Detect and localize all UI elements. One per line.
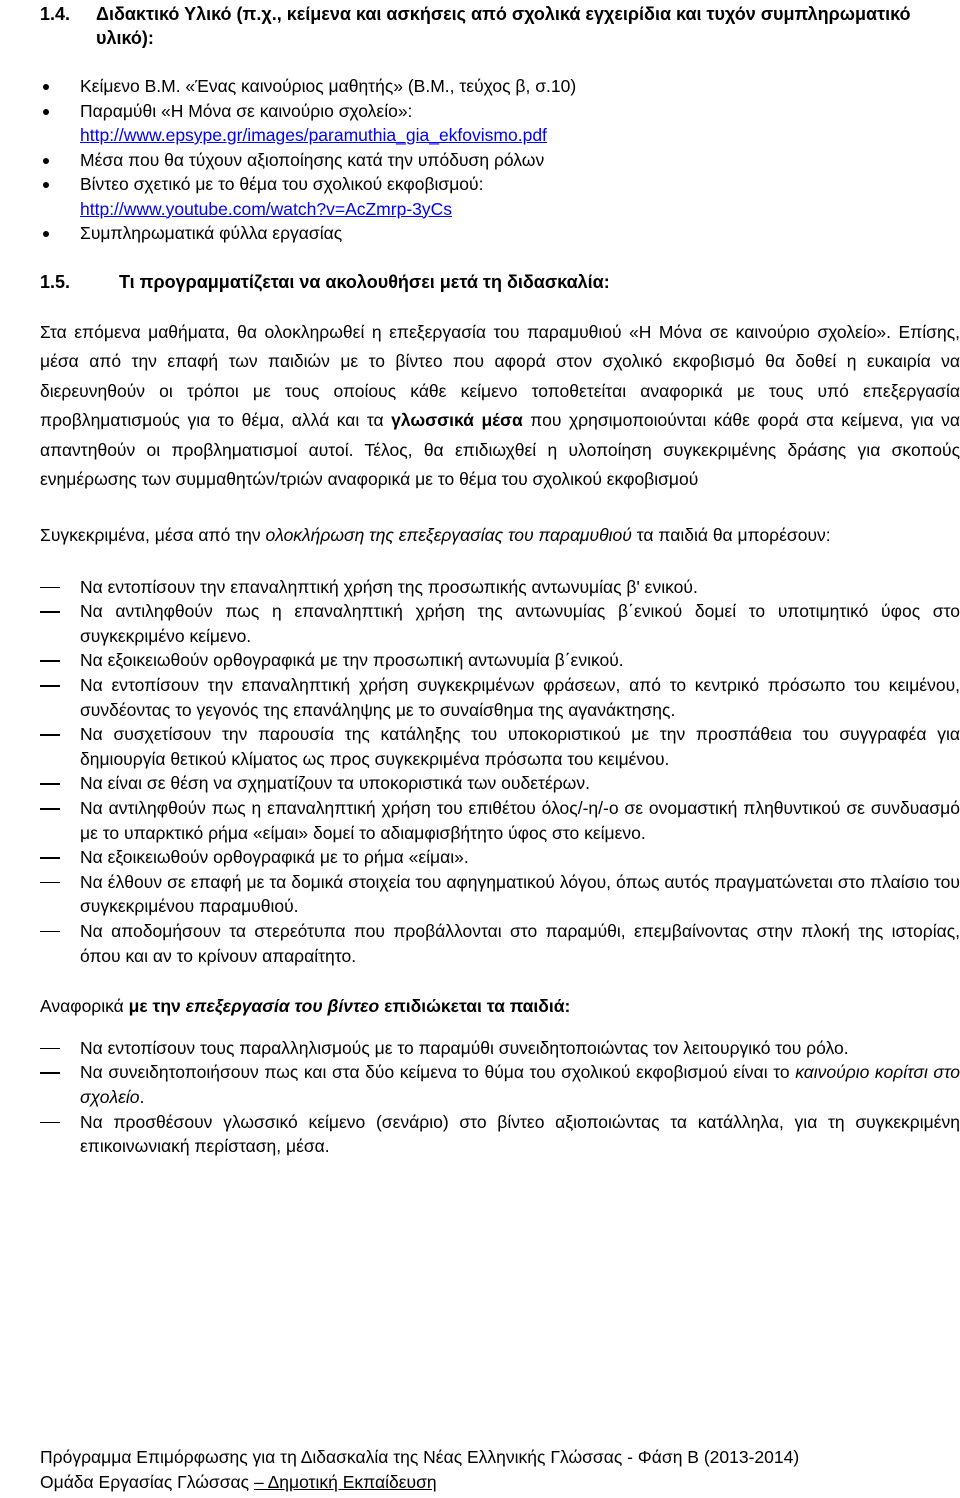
list-item xyxy=(40,870,960,919)
footer-text: – Δημοτική Εκπαίδευση xyxy=(253,1471,437,1492)
objectives-list xyxy=(40,575,960,969)
paragraph-text: Συγκεκριμένα, μέσα από την xyxy=(40,525,266,546)
list-item xyxy=(40,74,960,99)
document-page xyxy=(40,0,960,1492)
video-objectives-list xyxy=(40,1036,960,1159)
paragraph xyxy=(40,318,960,496)
dash-icon xyxy=(40,1122,60,1124)
list-item xyxy=(40,1110,960,1159)
dash-icon xyxy=(40,857,60,859)
list-item-text: Να εξοικειωθούν ορθογραφικά με το ρήμα «είμαι». xyxy=(80,847,469,868)
list-item xyxy=(40,1060,960,1109)
section-heading-1-5 xyxy=(40,270,960,294)
dash-icon xyxy=(40,660,60,662)
bullet-icon xyxy=(43,109,49,115)
list-item xyxy=(40,99,960,148)
paragraph xyxy=(40,992,960,1022)
list-item-text: Να συσχετίσουν την παρουσία της κατάληξης του υποκοριστικού με την προσπάθεια του συγγραφέα για δημιουργία θετικού κλίματος ως προς συγκεκριμένα πρόσωπα του κειμένου. xyxy=(80,724,960,769)
list-item xyxy=(40,845,960,870)
list-item xyxy=(40,575,960,600)
list-item-text: Μέσα που θα τύχουν αξιοποίησης κατά την υπόδυση ρόλων xyxy=(80,149,545,170)
list-item-text: Κείμενο Β.Μ. «Ένας καινούριος μαθητής» (Β.Μ., τεύχος β, σ.10) xyxy=(80,76,577,96)
list-item xyxy=(40,796,960,845)
bold-text: γλωσσικά μέσα xyxy=(391,410,523,431)
pdf-link[interactable]: http://www.epsype.gr/images/paramuthia_gia_ekfovismo.pdf xyxy=(80,125,547,145)
bold-italic-text: επεξεργασία του βίντεο xyxy=(185,996,380,1017)
list-item xyxy=(40,221,960,246)
paragraph-text: Αναφορικά xyxy=(40,996,129,1017)
dash-icon xyxy=(40,587,60,589)
bullet-icon xyxy=(43,158,49,164)
bullet-icon xyxy=(43,231,49,237)
list-item xyxy=(40,919,960,968)
list-item-text: Βίντεο σχετικό με το θέμα του σχολικού εκφοβισμού: xyxy=(80,174,484,194)
section-title: Διδακτικό Υλικό (π.χ., κείμενα και ασκήσεις από σχολικά εγχειρίδια και τυχόν συμπληρωματικό υλικό): xyxy=(96,4,911,48)
section-number: 1.4. xyxy=(40,4,71,24)
list-item xyxy=(40,172,960,221)
dash-icon xyxy=(40,783,60,785)
video-link[interactable]: http://www.youtube.com/watch?v=AcZmrp-3yCs xyxy=(80,198,453,219)
footer-line: Πρόγραμμα Επιμόρφωσης για τη Διδασκαλία της Νέας Ελληνικής Γλώσσας - Φάση Β (2013-2014) xyxy=(40,1447,800,1467)
list-item-text: Παραμύθι «Η Μόνα σε καινούριο σχολείο»: xyxy=(80,100,413,121)
dash-icon xyxy=(40,1048,60,1050)
list-item-text: Να έλθουν σε επαφή με τα δομικά στοιχεία του αφηγηματικού λόγου, όπως αυτός πραγματώνεται στο πλαίσιο του συγκεκριμένου παραμυθιού. xyxy=(80,871,960,917)
bullet-icon xyxy=(43,182,49,188)
bold-text: με την xyxy=(128,996,186,1017)
dash-icon xyxy=(40,931,60,933)
paragraph-text: Στα επόμενα μαθήματα, θα ολοκληρωθεί η επεξεργασία του παραμυθιού «Η Μόνα σε καινούριο σχολείο». Επίσης, μέσα από την επαφή των παιδιών με το βίντεο που αφορά στον σχολικό εκφοβισμό θα δοθεί η ευκαιρία να διερευνηθούν οι τρόποι με τους οποίους κάθε κείμενο τοποθετείται αναφορικά με τους υπό επεξεργασία προβληματισμούς για το θέμα, αλλά και τα xyxy=(40,321,960,431)
dash-icon xyxy=(40,611,60,613)
footer-line xyxy=(40,1470,960,1495)
list-item-text: Συμπληρωματικά φύλλα εργασίας xyxy=(80,223,343,243)
list-item-text: Να αποδομήσουν τα στερεότυπα που προβάλλονται στο παραμύθι, επεμβαίνοντας στην πλοκή της ιστορίας, όπου και αν το κρίνουν απαραίτητο. xyxy=(80,920,960,966)
dash-icon xyxy=(40,1072,60,1074)
list-item xyxy=(40,599,960,648)
list-item-text: Να συνειδητοποιήσουν πως και στα δύο κείμενα το θύμα του σχολικού εκφοβισμού είναι το xyxy=(80,1062,796,1083)
italic-text: ολοκλήρωση της επεξεργασίας του παραμυθιού xyxy=(265,525,632,546)
list-item xyxy=(40,1036,960,1061)
list-item-text: Να εντοπίσουν τους παραλληλισμούς με το παραμύθι συνειδητοποιώντας τον λειτουργικό του ρόλο. xyxy=(80,1037,849,1058)
footer-text: Ομάδα Εργασίας Γλώσσας xyxy=(40,1471,254,1492)
italic-text: καινούριο κορίτσι στο σχολείο xyxy=(80,1062,960,1107)
list-item-text: Να εξοικειωθούν ορθογραφικά με την προσωπική αντωνυμία β΄ενικού. xyxy=(80,650,624,671)
list-item-text: Να είναι σε θέση να σχηματίζουν τα υποκοριστικά των ουδετέρων. xyxy=(80,773,590,794)
section-title: Τι προγραμματίζεται να ακολουθήσει μετά τη διδασκαλία: xyxy=(119,271,610,292)
list-item-text: Να αντιληφθούν πως η επαναληπτική χρήση του επιθέτου όλος/-η/-ο σε ονομαστική πληθυντικού σε συνδυασμό με το υπαρκτικό ρήμα «είμαι» δομεί το αδιαμφισβήτητο ύφος στο κείμενο. xyxy=(80,798,960,843)
list-item-text: Να εντοπίσουν την επαναληπτική χρήση της προσωπικής αντωνυμίας β' ενικού. xyxy=(80,576,698,597)
dash-icon xyxy=(40,808,60,810)
list-item-text: Να προσθέσουν γλωσσικό κείμενο (σενάριο) στο βίντεο αξιοποιώντας τα κατάλληλα, για τη συγκεκριμένη επικοινωνιακή περίσταση, μέσα. xyxy=(80,1111,960,1157)
bold-text: επιδιώκεται τα παιδιά: xyxy=(379,996,571,1017)
paragraph-text: που χρησιμοποιούνται κάθε φορά στα κείμενα, για να απαντηθούν οι προβληματισμοί αυτοί. Τέλος, θα επιδιωχθεί η υλοποίηση συγκεκριμένης δράσης για σκοπούς ενημέρωσης των συμμαθητών/τριών αναφορικά με το θέμα του σχολικού εκφοβισμού xyxy=(40,410,960,490)
bullet-icon xyxy=(43,84,49,90)
list-item xyxy=(40,648,960,673)
list-item xyxy=(40,148,960,173)
list-item xyxy=(40,771,960,796)
list-item xyxy=(40,722,960,771)
list-item-text: . xyxy=(139,1086,145,1107)
list-item xyxy=(40,673,960,722)
materials-list xyxy=(40,74,960,246)
dash-icon xyxy=(40,882,60,884)
section-heading-1-4 xyxy=(40,2,960,50)
section-number: 1.5. xyxy=(40,271,71,292)
dash-icon xyxy=(40,734,60,736)
paragraph xyxy=(40,521,960,551)
list-item-text: Να αντιληφθούν πως η επαναληπτική χρήση της αντωνυμίας β΄ενικού δομεί το υποτιμητικό ύφος στο συγκεκριμένο κείμενο. xyxy=(80,601,960,646)
page-footer xyxy=(40,1445,960,1494)
paragraph-text: τα παιδιά θα μπορέσουν: xyxy=(631,525,831,546)
list-item-text: Να εντοπίσουν την επαναληπτική χρήση συγκεκριμένων φράσεων, από το κεντρικό πρόσωπο του κειμένου, συνδέοντας το γεγονός της επανάληψης με το συναίσθημα της αγανάκτησης. xyxy=(80,675,960,720)
dash-icon xyxy=(40,685,60,687)
